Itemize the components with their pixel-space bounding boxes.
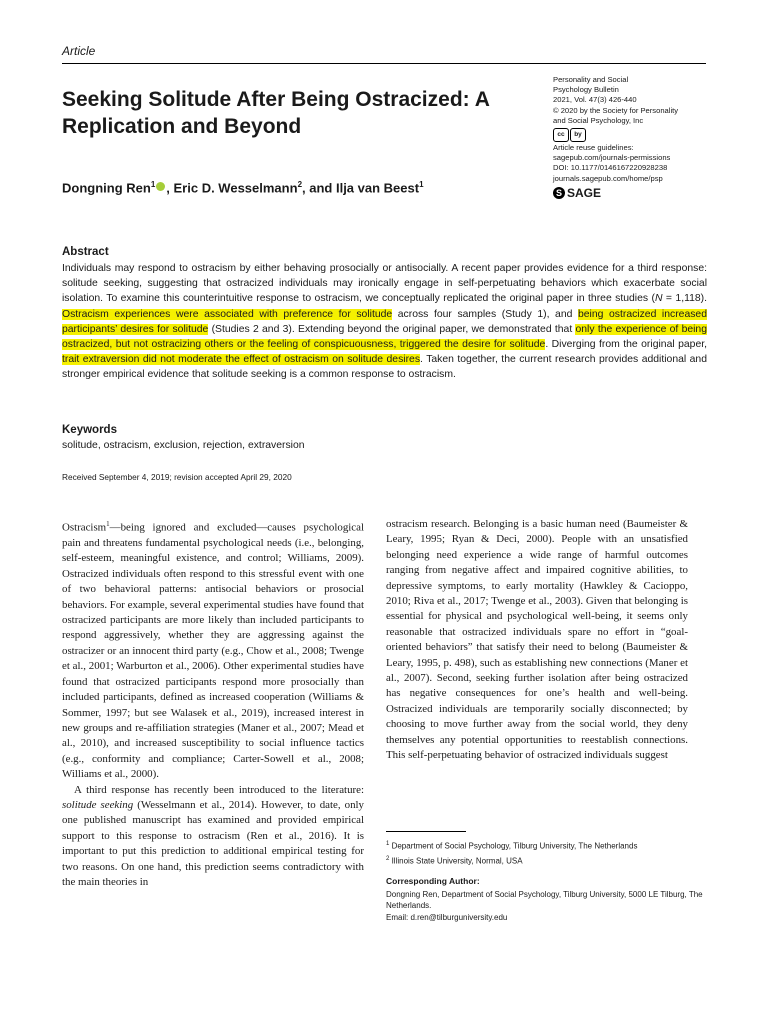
sage-icon: S xyxy=(553,187,565,199)
text-run: Ostracism xyxy=(62,521,107,534)
body-paragraph xyxy=(62,517,364,783)
journal-line: Psychology Bulletin xyxy=(553,85,619,95)
corresponding-line: Email: d.ren@tilburguniversity.edu xyxy=(386,912,508,922)
orcid-icon xyxy=(156,182,165,191)
journal-line: Personality and Social xyxy=(553,75,629,84)
journal-line: and Social Psychology, Inc xyxy=(553,115,644,125)
reuse-line: DOI: 10.1177/0146167220928238 xyxy=(553,163,668,173)
journal-line: © 2020 by the Society for Personality xyxy=(553,105,679,115)
footnote xyxy=(386,838,716,853)
corresponding-author xyxy=(386,876,716,923)
body-column-left xyxy=(62,517,364,890)
affiliation-marker: 1 xyxy=(150,180,156,189)
highlighted-text: Ostracism experiences were associated with preference for solitude xyxy=(62,308,393,320)
body-column-right xyxy=(386,517,688,764)
footnote-number: 1 xyxy=(386,841,390,847)
journal-info xyxy=(553,75,723,199)
text-run: across four samples (Study 1), and xyxy=(392,308,578,320)
reuse-line: journals.sagepub.com/home/psp xyxy=(553,173,663,183)
highlighted-text: trait extraversion did not moderate the effect of ostracism on solitude desires xyxy=(62,354,421,366)
reuse-line: sagepub.com/journals-permissions xyxy=(553,153,671,163)
author-list: Dongning Ren$^1$ , Eric D. Wesselmann$^2$, and Ilja van Beest$^1$ xyxy=(62,180,424,196)
text-run: A third response has recently been introduced to the literature: xyxy=(74,783,364,796)
cc-icon: cc xyxy=(553,128,569,142)
article-reuse-info xyxy=(553,143,723,184)
abstract-heading: Abstract xyxy=(62,246,109,258)
corresponding-author-heading: Corresponding Author: xyxy=(386,876,480,886)
corresponding-line: Dongning Ren, Department of Social Psychology, Tilburg University, 5000 LE Tilburg, The Netherlands. xyxy=(386,890,703,911)
reuse-line: Article reuse guidelines: xyxy=(553,143,634,153)
footnote-marker: 1 xyxy=(106,520,110,528)
footnote-rule xyxy=(386,831,466,832)
keywords-heading: Keywords xyxy=(62,424,117,436)
by-icon: by xyxy=(570,128,586,142)
italic-text: solitude seeking xyxy=(62,798,134,811)
creative-commons-license-icon xyxy=(553,128,587,142)
journal-line: 2021, Vol. 47(3) 426-440 xyxy=(553,95,637,105)
abstract-text xyxy=(62,261,707,383)
italic-text: N xyxy=(654,293,663,305)
text-run: . Taken together, the current research provides additional and stronger empirical evidence that solitude seeking is a common response to ostracism. xyxy=(62,354,707,381)
body-paragraph xyxy=(386,517,688,764)
text-run: (Wesselmann et al., 2014). However, to date, only one published manuscript has examined and provided empirical support to this response to ostracism (Ren et al., 2016). It is important to put this prediction to additional empirical testing for two reasons. On one hand, this prediction seems contradictory with the main theories in xyxy=(62,798,364,888)
text-run: . Diverging from the original paper, xyxy=(545,339,708,351)
text-run: —being ignored and excluded—causes psychological pain and threatens fundamental psychological needs (i.e., belonging, self-esteem, meaningful existence, and control; Williams, 2009). Ostracized individuals often respond to this stressful event with one of two behavioral patterns: antisocial behaviors or prosocial behaviors. For example, several experimental studies have found that ostracized participants are more likely than included participants to respond aggressively, whether they are aggressing against the ostracizer or an innocent third party (e.g., Chow et al., 2008; Twenge et al., 2001; Warburton et al., 2006). Other experimental studies have found that ostracized participants respond more prosocially than included participants, defined as increased cooperation (Williams & Sommer, 1997; but see Walasek et al., 2019), increased interest in new groups and re-affiliation strategies (Maner et al., 2007; Mead et al., 2010), and increased susceptibility to social influence tactics (e.g., conformity and compliance; Carter-Sowell et al., 2008; Williams et al., 2000). xyxy=(62,521,364,781)
received-date: Received September 4, 2019; revision accepted April 29, 2020 xyxy=(62,472,292,482)
affiliation-marker: 1 xyxy=(419,180,424,189)
article-title: Seeking Solitude After Being Ostracized: A Replication and Beyond xyxy=(62,88,490,138)
footnote-text: Department of Social Psychology, Tilburg University, The Netherlands xyxy=(389,841,638,851)
keywords-text: solitude, ostracism, exclusion, rejection, extraversion xyxy=(62,440,305,451)
publisher-logo xyxy=(553,187,723,199)
author-name: Eric D. Wesselmann xyxy=(173,180,298,196)
article-type-label: Article xyxy=(62,44,96,58)
highlighted-text: being ostracized increased participants’ desires for solitude xyxy=(62,308,707,335)
highlighted-text: only the experience of being ostracized, but not ostracizing others or the feeling of conspicuousness, triggered the desire for solitude xyxy=(62,323,707,351)
author-name: Dongning Ren xyxy=(62,180,151,196)
author-name: Ilja van Beest xyxy=(335,180,420,196)
affiliation-marker: 2 xyxy=(297,180,303,189)
publisher-name: SAGE xyxy=(567,185,602,200)
text-run: (Studies 2 and 3). Extending beyond the original paper, we demonstrated that xyxy=(208,323,576,335)
body-paragraph xyxy=(62,783,364,891)
header-rule xyxy=(62,63,706,64)
text-run: ostracism research. Belonging is a basic human need (Baumeister & Leary, 1995; Ryan & Deci, 2000). People with an unsatisfied belonging need experience a wide range of harmful outcomes ranging from negative affect and impaired cognitive abilities, to depressive symptoms, to early mortality (Hawkley & Cacioppo, 2010; Riva et al., 2017; Twenge et al., 2003). Given that belonging is essential for physical and psychological well-being, it seems only reasonable that ostracized individuals spare no effort in “goal-oriented behaviors” that satisfy their need to belong (Baumeister & Leary, 1995, p. 498), such as establishing new connections (Maner et al., 2007). Second, seeking further isolation after being ostracized has negative consequences for one’s health and well-being. Ostracized individuals are temporarily socially disconnected; by choosing to move further away from the social world, they deny themselves any potential opportunities to reestablish connections. This self-perpetuating behavior of ostracized individuals suggest xyxy=(386,518,688,762)
footnote xyxy=(386,853,716,868)
footnote-text: Illinois State University, Normal, USA xyxy=(389,856,523,866)
text-run: = 1,118). xyxy=(662,293,707,305)
footnote-number: 2 xyxy=(386,856,390,863)
text-run: Individuals may respond to ostracism by either behaving prosocially or antisocially. A recent paper provides evidence for a third response: solitude seeking, suggesting that ostracized individuals may ironically engage in self-perpetuating behaviors which exacerbate social isolation. To examine this counterintuitive response to ostracism, we conceptually replicated the original paper in three studies ( xyxy=(62,263,707,305)
affiliation-footnotes xyxy=(386,838,716,868)
corresponding-author-details xyxy=(386,889,716,923)
journal-citation xyxy=(553,75,723,126)
